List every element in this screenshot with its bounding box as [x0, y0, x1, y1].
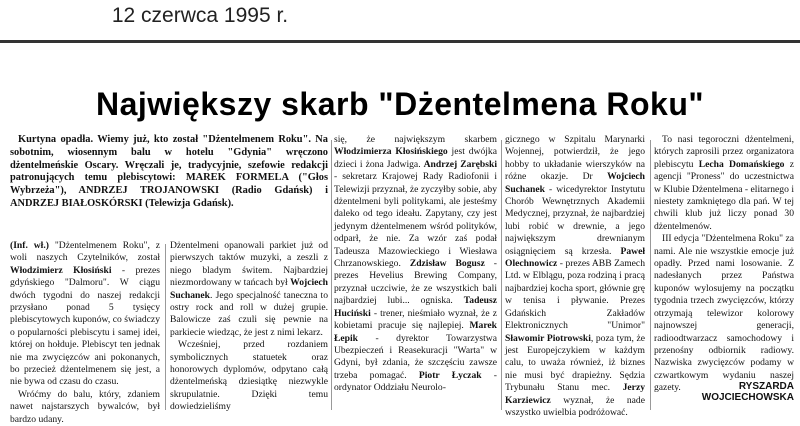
person-name: Jerzy Karziewicz: [505, 382, 645, 406]
person-name: Wojciech Suchanek: [170, 277, 328, 301]
column-4-paragraph: [505, 134, 645, 419]
column-divider-3: [501, 140, 502, 410]
column-divider-2: [331, 140, 332, 410]
lead-paragraph: Kurtyna opadła. Wiemy już, kto został "Dżentelmenem Roku". Na sobotnim, wiosennym balu w hotelu "Gdynia" wręczono dżentelmeńskie Oscary. Wręczali je, tradycyjnie, szefowie redakcji patronujących temu plebiscytowi: MAREK FORMELA ("Głos Wybrzeża"), ANDRZEJ TROJANOWSKI (Radio Gdańsk) i ANDRZEJ BIAŁOSKÓRSKI (Telewizja Gdańsk).: [10, 134, 328, 209]
text-span: . Jego specjalność taneczna to ostry rock and roll w dużej grupie. Balowicze zaś czuli się pewnie na parkiecie wiedząc, że jest z nimi lekarz.: [170, 289, 328, 338]
text-span: z agencji "Proness" do uczestnictwa w Klubie Dżentelmena - elitarnego i niestety zamkniętego dla pań. W tej chwili klub już liczy ponad 30 dżentelmenów.: [654, 158, 794, 232]
person-name: Włodzimierz Kłosiński: [10, 264, 112, 276]
text-span: - trener, nieśmiało wyznał, że z kobietami pracuje się najlepiej.: [334, 307, 497, 332]
person-name: Zdzisław Bogusz: [409, 258, 485, 270]
column-1-paragraph-1: [10, 240, 160, 389]
text-span: - prezes Hevelius Brewing Company, przyznał uczciwie, że ze wszystkich bali najbardziej lubi... ogniska.: [334, 258, 497, 307]
article-lead: [10, 134, 328, 211]
text-span: - prezes ABB Zamech Ltd. w Elblągu, poza rodziną i pracą najbardziej kocha sport, głównie grę w tenisa i pływanie. Prezes Gdańskich Zakładów Elektronicznych "Unimor": [505, 258, 645, 332]
text-span: To nasi tegoroczni dżentelmeni, których zaprosili przez organizatora plebiscytu: [654, 134, 794, 170]
text-span: jest dwójka dzieci i żona Jadwiga.: [334, 146, 497, 170]
text-span: - sekretarz Krajowej Rady Radiofonii i Telewizji przyznał, że zyczyłby sobie, aby dżentelmeni byli politykami, ale jesteśmy daleko od tego ideału. Zapytany, czy jest jedynym dżentelmenem wśród polityków, odparł, że nie. Za wzór zaś podał Tadeusza Mazowieckiego i Wiesława Chrzanowskiego.: [334, 171, 497, 270]
column-5-paragraph-2: III edycja "Dżentelmena Roku" za nami. Ale nie wszystkie emocje już opadły. Przed nami losowanie. Z nadesłanych przez Państwa kuponów wylosujemy na początku tygodnia trzech zwycięzców, którzy otrzymają telewizor kolorowy najnowszej generacji, radioodtwarzacz samochodowy i przenośny odbiornik radiowy. Nazwiska zwycięzców podamy w czwartkowym wydaniu naszej gazety.: [654, 233, 794, 394]
text-span: się, że największym skarbem: [334, 134, 497, 145]
text-span: - dyrektor Towarzystwa Ubezpieczeń i Reasekuracji "Warta" w Gdyni, był zdania, że szczęściu zawsze trzeba pomagać.: [334, 332, 497, 381]
text-span: "Dżentelmenem Roku", z woli naszych Czytelników, został: [10, 240, 160, 264]
text-span: wyznał, że nade wszystko uwielbia podróżować.: [505, 394, 645, 418]
article-column-4: [505, 134, 645, 418]
column-2-paragraph-2: Wcześniej, przed rozdaniem symbolicznych statuetek oraz honorowych dyplomów, odpytano całą dżentelmeńską dziesiątkę niezwykle skrupulatnie. Dzięki temu dowiedzieliśmy: [170, 339, 328, 413]
person-name: Tadeusz Huciński: [334, 295, 497, 319]
publication-date: 12 czerwca 1995 r.: [111, 4, 289, 27]
person-name: Lecha Domańskiego: [698, 158, 785, 170]
info-tag: (Inf. wł.): [10, 240, 49, 251]
text-span: - ordynator Oddziału Neurolo-: [334, 369, 497, 394]
column-3-paragraph: [334, 134, 497, 395]
article-column-2: [170, 240, 328, 413]
article-column-1: [10, 240, 160, 425]
author-last-name: WOJCIECHOWSKA: [701, 392, 794, 403]
author-signature: [654, 381, 794, 403]
text-span: - prezes gdyńskiego "Dalmoru". W ciągu dwóch tygodni do naszej redakcji przysłano ponad 5 tysięcy plebiscytowych kuponów, co świadczy o popularności plebiscytu i samej idei, której on hołduje. Plebiscyt ten jednak nie ma zwycięzców ani pokonanych, bo przecież dżentelmenem się jest, a nie bywa od czasu do czasu.: [10, 264, 160, 388]
person-name: Andrzej Zarębski: [423, 158, 498, 170]
person-name: Marek Łepik: [334, 320, 497, 344]
column-divider-4: [650, 140, 651, 410]
person-name: Sławomir Piotrowski: [505, 332, 591, 344]
header-rule: [0, 40, 800, 43]
column-5-paragraph-1: [654, 134, 794, 233]
text-span: gicznego w Szpitalu Marynarki Wojennej, potwierdził, że jego hobby to układanie wierszyków na różne okazje. Dr: [505, 134, 645, 183]
text-span: , poza tym, że jest Europejczykiem w każdym calu, to uważa również, iż biznes nie musi być drapieżny. Sędzia Trybunału Stanu mec.: [505, 332, 645, 394]
text-span: - wicedyrektor Instytutu Chorób Wewnętrznych Akademii Medycznej, przyznał, że najbardziej lubi robić w drewnie, a jego największym drewnianym osiągnięciem są krzesła.: [505, 183, 645, 257]
article-headline: Największy skarb "Dżentelmena Roku": [95, 86, 705, 122]
article-column-3: [334, 134, 497, 413]
column-divider-1: [165, 244, 166, 410]
person-name: Paweł Olechnowicz: [505, 245, 645, 270]
person-name: Wojciech Suchanek: [505, 171, 645, 195]
person-name: Włodzimierza Kłosińskiego: [334, 146, 448, 158]
author-first-name: RYSZARDA: [738, 381, 794, 392]
column-1-paragraph-2: Wróćmy do balu, który, zdaniem nawet najstarszych bywalców, był bardzo udany.: [10, 388, 160, 425]
person-name: Piotr Łyczak: [418, 369, 482, 381]
column-2-paragraph-1: [170, 240, 328, 339]
text-span: Dżentelmeni opanowali parkiet już od pierwszych taktów muzyki, a zeszli z niego bladym świtem. Najbardziej niezmordowany w tańcach był: [170, 240, 328, 289]
